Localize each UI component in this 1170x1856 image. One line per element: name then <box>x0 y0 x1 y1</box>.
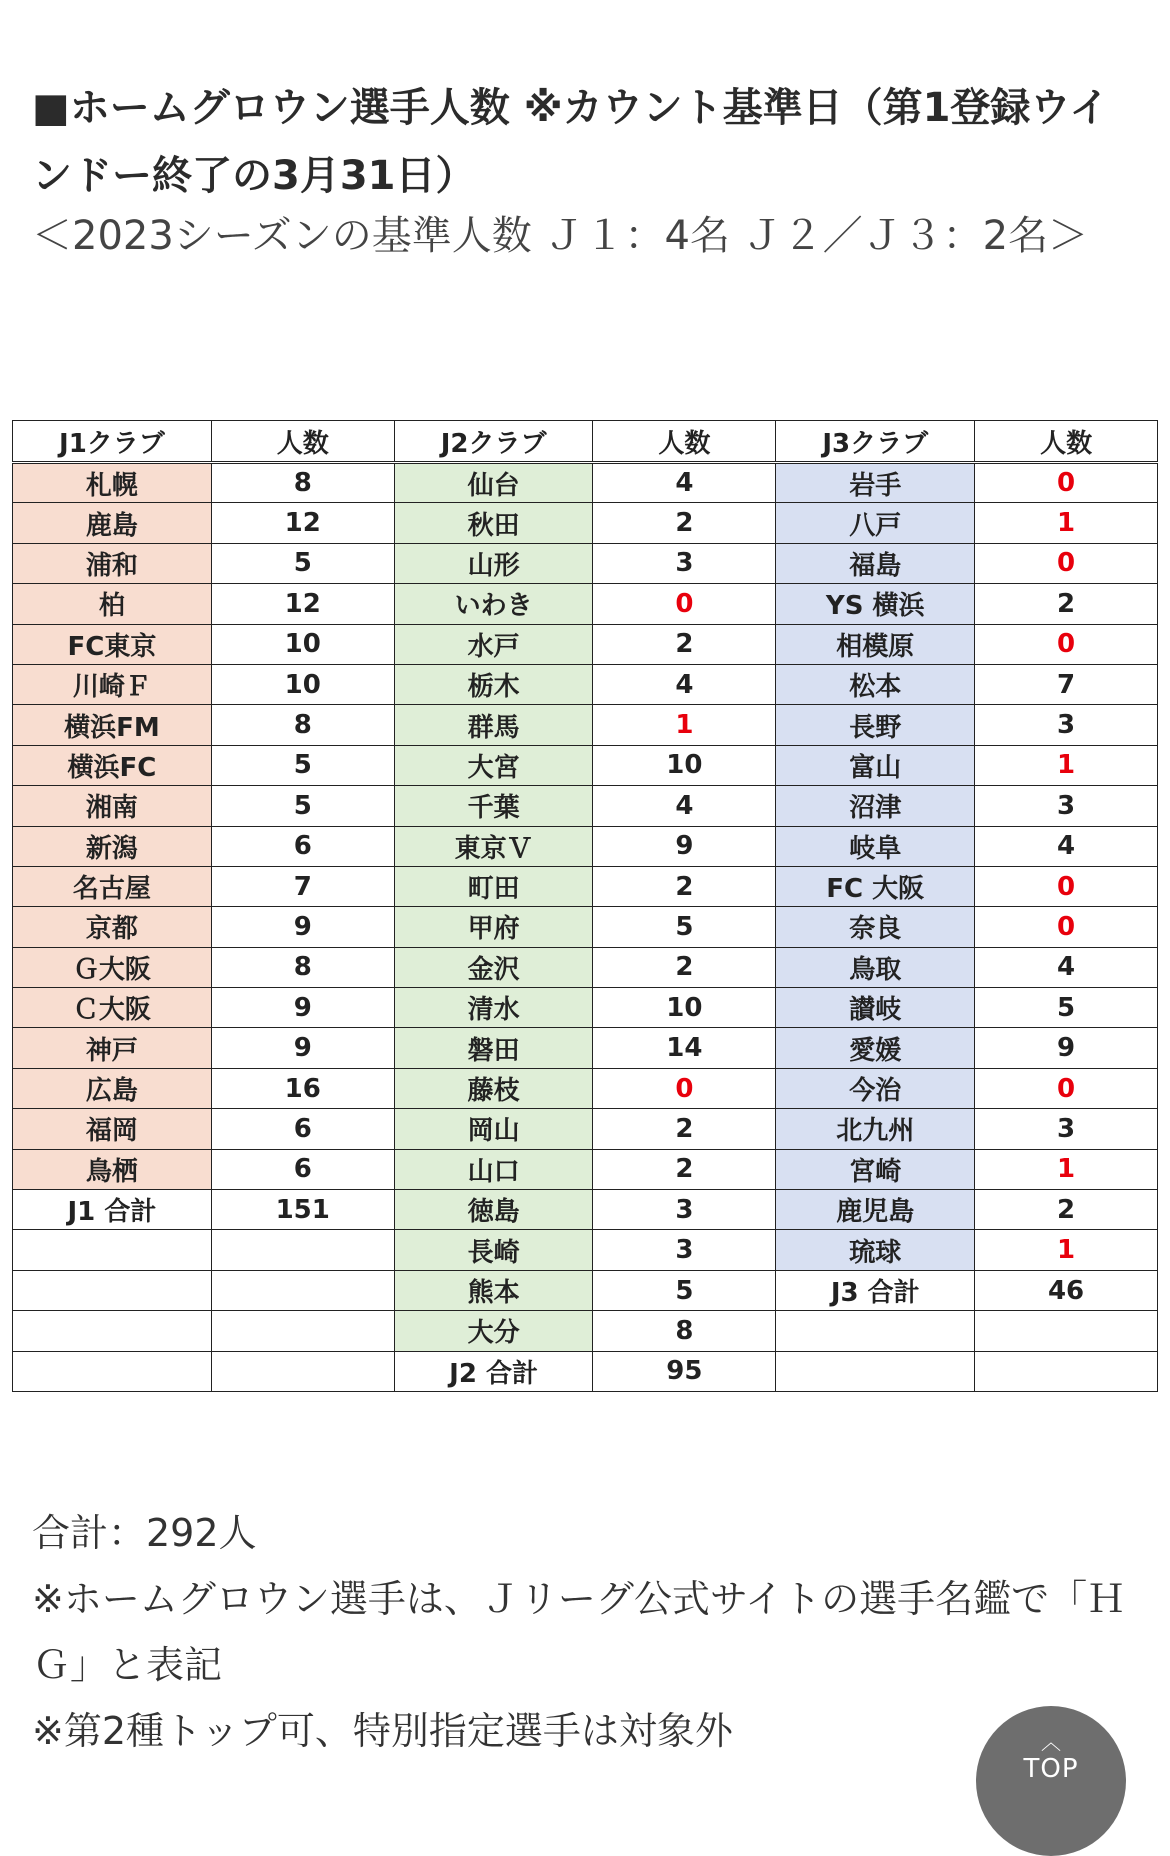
j2-club-cell: 東京Ｖ <box>394 826 593 866</box>
j2-club-cell: 清水 <box>394 988 593 1028</box>
j3-club-cell: 富山 <box>776 745 975 785</box>
j3-club-cell: 愛媛 <box>776 1028 975 1068</box>
j2-club-cell: 大分 <box>394 1311 593 1351</box>
j1-club-cell: 浦和 <box>13 543 212 583</box>
j2-count-cell: 10 <box>593 745 776 785</box>
j3-club-cell: 八戸 <box>776 503 975 543</box>
j2-count-cell: 5 <box>593 1270 776 1310</box>
header-j3-count: 人数 <box>975 421 1158 463</box>
table-row <box>13 866 1158 906</box>
j1-club-cell: 川崎Ｆ <box>13 664 212 704</box>
j3-count-cell: 3 <box>975 705 1158 745</box>
j3-club-cell: YS 横浜 <box>776 584 975 624</box>
j1-club-cell: 鹿島 <box>13 503 212 543</box>
j2-club-cell: 長崎 <box>394 1230 593 1270</box>
j3-count-cell: 7 <box>975 664 1158 704</box>
j3-total-count: 46 <box>975 1270 1158 1310</box>
table-row <box>13 1028 1158 1068</box>
j1-count-cell: 8 <box>211 705 394 745</box>
j1-club-cell: Ｃ大阪 <box>13 988 212 1028</box>
j3-total-label: J3 合計 <box>776 1270 975 1310</box>
j1-count-cell: 7 <box>211 866 394 906</box>
j3-count-cell: 2 <box>975 584 1158 624</box>
j3-club-cell: 奈良 <box>776 907 975 947</box>
j3-club-cell: 宮崎 <box>776 1149 975 1189</box>
j3-count-cell: 1 <box>975 1149 1158 1189</box>
j1-count-cell: 6 <box>211 1109 394 1149</box>
empty-cell <box>13 1230 212 1270</box>
j2-club-cell: 山形 <box>394 543 593 583</box>
j1-count-cell: 9 <box>211 988 394 1028</box>
j3-club-cell: 岩手 <box>776 463 975 503</box>
header-j1-club: J1クラブ <box>13 421 212 463</box>
j1-club-cell: 横浜FM <box>13 705 212 745</box>
j1-count-cell: 8 <box>211 947 394 987</box>
j3-count-cell: 0 <box>975 624 1158 664</box>
homegrown-table <box>12 420 1158 1392</box>
header-j2-count: 人数 <box>593 421 776 463</box>
j1-count-cell: 9 <box>211 907 394 947</box>
j2-count-cell: 4 <box>593 786 776 826</box>
j2-count-cell: 14 <box>593 1028 776 1068</box>
j1-count-cell: 8 <box>211 463 394 503</box>
table-row <box>13 1230 1158 1270</box>
j1-club-cell: 新潟 <box>13 826 212 866</box>
j2-club-cell: 甲府 <box>394 907 593 947</box>
j2-count-cell: 2 <box>593 503 776 543</box>
j2-club-cell: 熊本 <box>394 1270 593 1310</box>
j3-count-cell: 4 <box>975 826 1158 866</box>
j1-count-cell: 16 <box>211 1068 394 1108</box>
table-row <box>13 1149 1158 1189</box>
j2-count-cell: 3 <box>593 543 776 583</box>
j1-club-cell: 京都 <box>13 907 212 947</box>
j3-club-cell: 相模原 <box>776 624 975 664</box>
j3-count-cell: 3 <box>975 1109 1158 1149</box>
total-line: 合計：292人 <box>32 1511 257 1555</box>
j2-count-cell: 3 <box>593 1190 776 1230</box>
j1-total-count: 151 <box>211 1190 394 1230</box>
j1-count-cell: 12 <box>211 584 394 624</box>
j1-count-cell: 5 <box>211 745 394 785</box>
j3-count-cell: 1 <box>975 745 1158 785</box>
j1-club-cell: 横浜FC <box>13 745 212 785</box>
table-row <box>13 1109 1158 1149</box>
j3-club-cell: 讃岐 <box>776 988 975 1028</box>
j2-club-cell: 栃木 <box>394 664 593 704</box>
j1-club-cell: 柏 <box>13 584 212 624</box>
table-row <box>13 705 1158 745</box>
table-row <box>13 988 1158 1028</box>
j2-count-cell: 2 <box>593 1149 776 1189</box>
table-row <box>13 1068 1158 1108</box>
j1-club-cell: 湘南 <box>13 786 212 826</box>
j3-club-cell: 北九州 <box>776 1109 975 1149</box>
j2-total-count: 95 <box>593 1351 776 1391</box>
j2-count-cell: 2 <box>593 947 776 987</box>
j2-count-cell: 0 <box>593 584 776 624</box>
j2-club-cell: 山口 <box>394 1149 593 1189</box>
empty-cell <box>211 1230 394 1270</box>
empty-cell <box>211 1351 394 1391</box>
j3-club-cell: 鳥取 <box>776 947 975 987</box>
table-row <box>13 1351 1158 1391</box>
table-header-row <box>13 421 1158 463</box>
table-row <box>13 624 1158 664</box>
j1-club-cell: 名古屋 <box>13 866 212 906</box>
j2-club-cell: 町田 <box>394 866 593 906</box>
table-row <box>13 584 1158 624</box>
j1-count-cell: 6 <box>211 1149 394 1189</box>
empty-cell <box>13 1351 212 1391</box>
j2-club-cell: 金沢 <box>394 947 593 987</box>
table-row <box>13 503 1158 543</box>
j3-club-cell: 長野 <box>776 705 975 745</box>
j3-club-cell: 岐阜 <box>776 826 975 866</box>
j1-club-cell: 神戸 <box>13 1028 212 1068</box>
j3-club-cell: 鹿児島 <box>776 1190 975 1230</box>
j3-club-cell: 福島 <box>776 543 975 583</box>
j3-count-cell: 1 <box>975 1230 1158 1270</box>
empty-cell <box>13 1270 212 1310</box>
j1-count-cell: 12 <box>211 503 394 543</box>
back-to-top-button[interactable] <box>976 1706 1126 1856</box>
j1-club-cell: 福岡 <box>13 1109 212 1149</box>
j3-count-cell: 0 <box>975 866 1158 906</box>
quota-note: ＜2023シーズンの基準人数 Ｊ１：4名 Ｊ２／Ｊ３：2名＞ <box>32 213 1089 259</box>
j3-club-cell: 沼津 <box>776 786 975 826</box>
j2-count-cell: 2 <box>593 1109 776 1149</box>
j1-club-cell: 鳥栖 <box>13 1149 212 1189</box>
j1-club-cell: Ｇ大阪 <box>13 947 212 987</box>
j3-count-cell: 0 <box>975 1068 1158 1108</box>
table-row <box>13 907 1158 947</box>
j1-count-cell: 5 <box>211 543 394 583</box>
j2-club-cell: 群馬 <box>394 705 593 745</box>
table-row <box>13 1311 1158 1351</box>
table-row <box>13 786 1158 826</box>
j3-count-cell: 3 <box>975 786 1158 826</box>
j1-count-cell: 10 <box>211 624 394 664</box>
j3-club-cell: 琉球 <box>776 1230 975 1270</box>
j3-count-cell: 5 <box>975 988 1158 1028</box>
table-row <box>13 745 1158 785</box>
empty-cell <box>13 1311 212 1351</box>
j2-club-cell: 仙台 <box>394 463 593 503</box>
table-row <box>13 1190 1158 1230</box>
header-j2-club: J2クラブ <box>394 421 593 463</box>
j2-club-cell: 千葉 <box>394 786 593 826</box>
j2-club-cell: 大宮 <box>394 745 593 785</box>
j3-club-cell: 松本 <box>776 664 975 704</box>
j2-count-cell: 10 <box>593 988 776 1028</box>
note-line-1: ※ホームグロウン選手は、Ｊリーグ公式サイトの選手名鑑で「ＨＧ」と表記 <box>32 1577 1126 1687</box>
j2-count-cell: 4 <box>593 664 776 704</box>
j2-club-cell: 水戸 <box>394 624 593 664</box>
j2-count-cell: 3 <box>593 1230 776 1270</box>
j2-count-cell: 9 <box>593 826 776 866</box>
j3-count-cell: 1 <box>975 503 1158 543</box>
j1-count-cell: 5 <box>211 786 394 826</box>
j3-count-cell: 9 <box>975 1028 1158 1068</box>
table-row <box>13 826 1158 866</box>
j3-count-cell: 0 <box>975 463 1158 503</box>
j1-count-cell: 6 <box>211 826 394 866</box>
j1-total-label: J1 合計 <box>13 1190 212 1230</box>
j2-count-cell: 2 <box>593 866 776 906</box>
section-heading: ■ホームグロウン選手人数 ※カウント基準日（第1登録ウインドー終了の3月31日） <box>32 85 1110 199</box>
note-line-2: ※第2種トップ可、特別指定選手は対象外 <box>32 1709 733 1753</box>
j2-club-cell: いわき <box>394 584 593 624</box>
empty-cell <box>211 1311 394 1351</box>
j2-club-cell: 秋田 <box>394 503 593 543</box>
j1-club-cell: 広島 <box>13 1068 212 1108</box>
table-body <box>13 463 1158 1392</box>
j3-count-cell: 4 <box>975 947 1158 987</box>
table-row <box>13 543 1158 583</box>
j3-club-cell: 今治 <box>776 1068 975 1108</box>
table-row <box>13 1270 1158 1310</box>
header-j3-club: J3クラブ <box>776 421 975 463</box>
j2-club-cell: 岡山 <box>394 1109 593 1149</box>
summary <box>32 1500 1142 1764</box>
j2-club-cell: 磐田 <box>394 1028 593 1068</box>
j1-club-cell: FC東京 <box>13 624 212 664</box>
chevron-up-icon: ︿ <box>1041 1730 1061 1754</box>
j3-club-cell: FC 大阪 <box>776 866 975 906</box>
j2-club-cell: 藤枝 <box>394 1068 593 1108</box>
j2-count-cell: 8 <box>593 1311 776 1351</box>
back-to-top-label: TOP <box>1023 1754 1079 1784</box>
j2-count-cell: 5 <box>593 907 776 947</box>
header-j1-count: 人数 <box>211 421 394 463</box>
empty-cell <box>776 1311 975 1351</box>
j2-count-cell: 1 <box>593 705 776 745</box>
j1-club-cell: 札幌 <box>13 463 212 503</box>
table-row <box>13 664 1158 704</box>
table-row <box>13 947 1158 987</box>
j3-count-cell: 2 <box>975 1190 1158 1230</box>
empty-cell <box>211 1270 394 1310</box>
j3-count-cell: 0 <box>975 543 1158 583</box>
j1-count-cell: 9 <box>211 1028 394 1068</box>
j1-count-cell: 10 <box>211 664 394 704</box>
j2-total-label: J2 合計 <box>394 1351 593 1391</box>
table-row <box>13 463 1158 503</box>
j2-club-cell: 徳島 <box>394 1190 593 1230</box>
empty-cell <box>776 1351 975 1391</box>
empty-cell <box>975 1311 1158 1351</box>
empty-cell <box>975 1351 1158 1391</box>
j2-count-cell: 0 <box>593 1068 776 1108</box>
j2-count-cell: 2 <box>593 624 776 664</box>
j3-count-cell: 0 <box>975 907 1158 947</box>
j2-count-cell: 4 <box>593 463 776 503</box>
